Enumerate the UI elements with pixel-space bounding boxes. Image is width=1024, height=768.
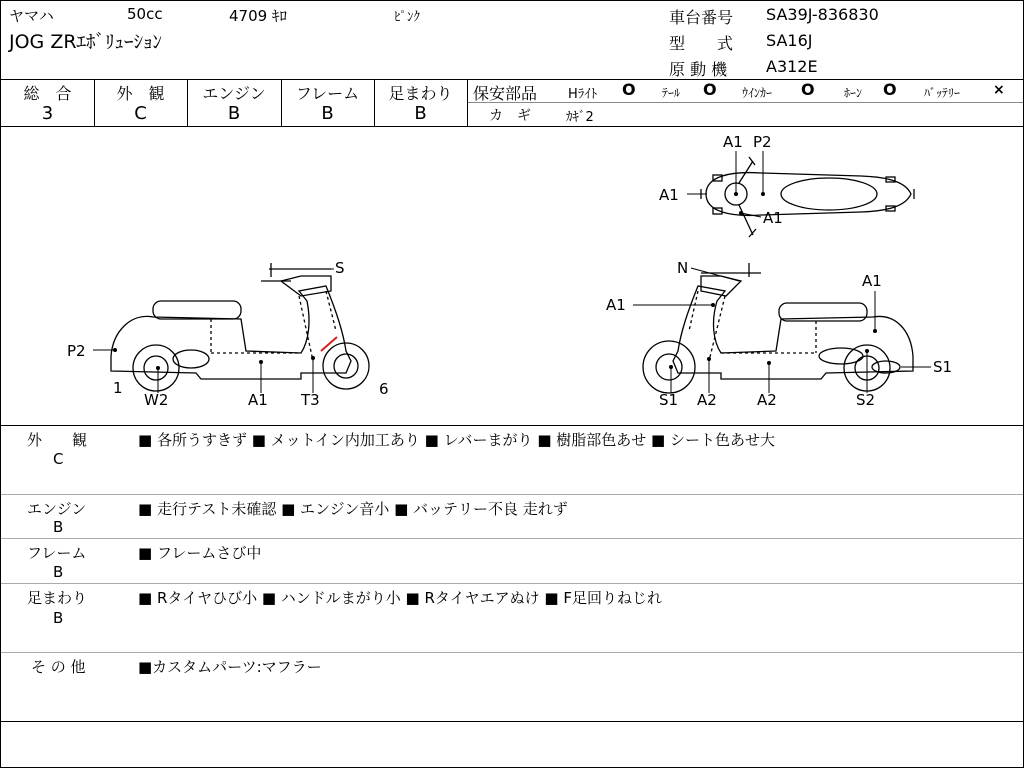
- maker: ヤマハ: [9, 7, 54, 25]
- suspension-label: 足まわり: [388, 84, 453, 103]
- right-a2-right-label: A2: [757, 391, 777, 409]
- type-label: 型 式: [669, 34, 734, 53]
- right-a1-upper-label: A1: [606, 296, 626, 314]
- top-p2-label: P2: [753, 133, 772, 151]
- horn-ok-mark: O: [883, 80, 897, 99]
- remark-exterior-category: 外 観: [27, 431, 88, 449]
- type-value: SA16J: [766, 31, 813, 50]
- winker-ok-mark: O: [801, 80, 815, 99]
- horn-label: ﾎｰﾝ: [844, 86, 863, 100]
- mileage: 4709 ｷﾛ: [229, 7, 287, 25]
- remark-suspension-grade: B: [53, 609, 64, 627]
- left-t3-label: T3: [301, 391, 320, 409]
- engine-score: B: [227, 103, 241, 124]
- right-s2-label: S2: [856, 391, 876, 409]
- damage-mark: [321, 337, 337, 351]
- scooter-diagram: [1, 127, 1023, 425]
- battery-label: ﾊﾞｯﾃﾘｰ: [924, 86, 961, 100]
- left-w2-label: W2: [144, 391, 169, 409]
- remark-suspension-items: ■ Rタイヤひび小 ■ ハンドルまがり小 ■ Rタイヤエアぬけ ■ F足回りねじれ: [138, 589, 662, 607]
- suspension-score: B: [414, 103, 427, 124]
- left-one-label: 1: [113, 379, 123, 397]
- left-s-label: S: [335, 259, 345, 277]
- remark-exterior-items: ■ 各所うすきず ■ メットイン内加工あり ■ レバーまがり ■ 樹脂部色あせ ■ シート色あせ大: [138, 431, 775, 449]
- right-n-label: N: [677, 259, 689, 277]
- remark-other-category: そ の 他: [31, 658, 86, 676]
- frame-no-value: SA39J-836830: [766, 5, 879, 24]
- remark-engine-grade: B: [53, 518, 64, 536]
- frame-label: フレーム: [295, 84, 360, 103]
- left-a1-label: A1: [248, 391, 268, 409]
- displacement: 50cc: [127, 5, 163, 23]
- remark-engine-items: ■ 走行テスト未確認 ■ エンジン音小 ■ バッテリー不良 走れず: [138, 500, 568, 518]
- right-s1-rear-label: S1: [933, 358, 953, 376]
- right-a1-rear-label: A1: [862, 272, 882, 290]
- overall-label: 総 合: [23, 84, 72, 103]
- frame-no-label: 車台番号: [669, 8, 734, 27]
- model-name: JOG ZRｴﾎﾞﾘｭｰｼｮﾝ: [9, 31, 163, 53]
- remark-other-items: ■カスタムパーツ:マフラー: [138, 658, 322, 676]
- remark-frame-category: フレーム: [27, 544, 87, 562]
- overall-score: 3: [41, 103, 54, 124]
- remark-frame-grade: B: [53, 563, 64, 581]
- headlight-label: Hﾗｲﾄ: [568, 87, 598, 102]
- remark-exterior-grade: C: [53, 450, 64, 468]
- safety-label: 保安部品: [473, 84, 538, 103]
- remark-engine-category: エンジン: [27, 500, 87, 518]
- top-a1-left-label: A1: [659, 186, 679, 204]
- left-six-label: 6: [379, 380, 389, 398]
- exterior-score: C: [134, 103, 147, 124]
- exterior-label: 外 観: [116, 84, 165, 103]
- top-a1-label: A1: [723, 133, 743, 151]
- frame-score: B: [321, 103, 334, 124]
- scooter-left-view: [111, 263, 369, 391]
- color: ﾋﾟﾝｸ: [394, 10, 420, 25]
- battery-ng-mark: ×: [993, 82, 1005, 98]
- taillight-label: ﾃｰﾙ: [662, 86, 681, 100]
- engine-type-value: A312E: [766, 57, 818, 76]
- top-a1-bottom-label: A1: [763, 209, 783, 227]
- left-p2-label: P2: [67, 342, 86, 360]
- winker-label: ｳｲﾝｶｰ: [742, 86, 773, 100]
- right-s1-label: S1: [659, 391, 679, 409]
- scooter-top-view: [701, 157, 914, 237]
- leader-lines: [93, 151, 931, 393]
- right-a2-left-label: A2: [697, 391, 717, 409]
- key-value: ｶｷﾞ2: [566, 110, 594, 125]
- key-label: カ ギ: [489, 108, 531, 124]
- taillight-ok-mark: O: [703, 80, 717, 99]
- headlight-ok-mark: O: [622, 80, 636, 99]
- engine-type-label: 原 動 機: [669, 60, 728, 79]
- remark-suspension-category: 足まわり: [27, 589, 88, 607]
- remark-frame-items: ■ フレームさび中: [138, 544, 262, 562]
- engine-label: エンジン: [202, 84, 266, 103]
